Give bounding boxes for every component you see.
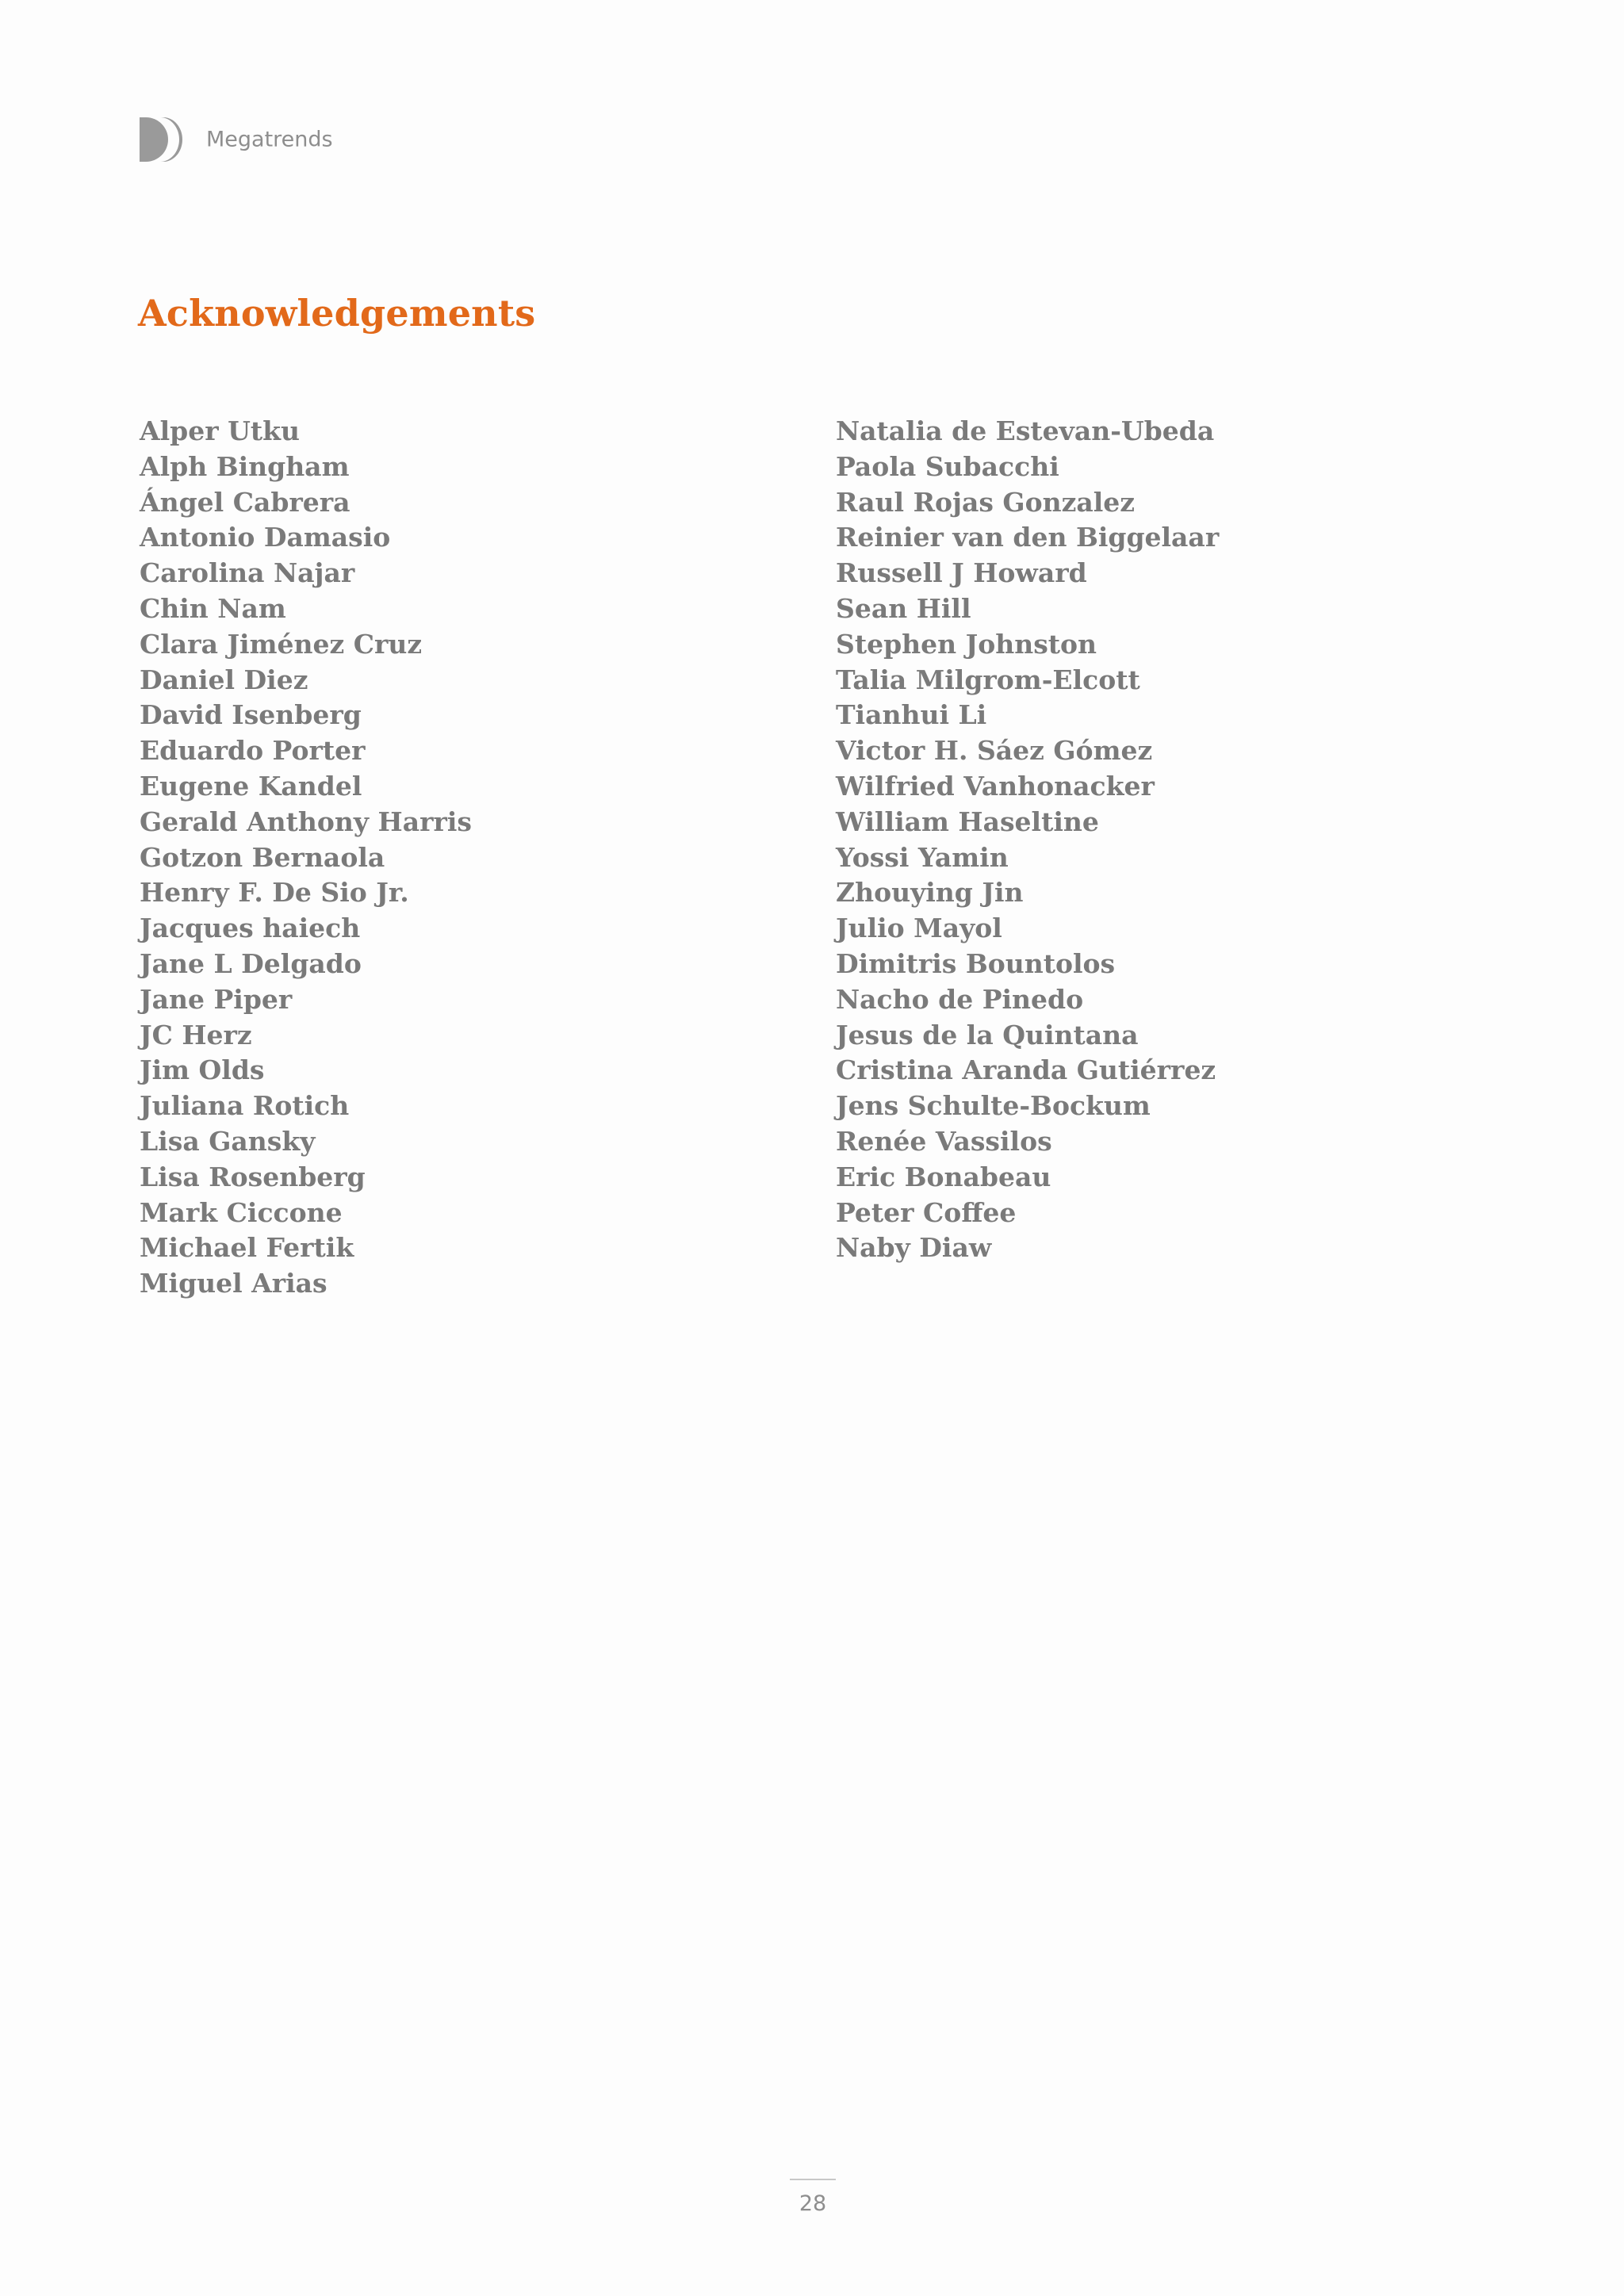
- acknowledged-name: Miguel Arias: [140, 1268, 327, 1299]
- page-number: 28: [799, 2191, 827, 2216]
- acknowledged-name: Stephen Johnston: [836, 628, 1097, 660]
- acknowledged-name: Jim Olds: [140, 1054, 265, 1086]
- double-d-logo-icon: [140, 117, 182, 162]
- acknowledged-name: Clara Jiménez Cruz: [140, 628, 423, 660]
- acknowledged-name: Ángel Cabrera: [140, 486, 350, 518]
- acknowledged-name: Natalia de Estevan-Ubeda: [836, 415, 1215, 446]
- acknowledged-name: Dimitris Bountolos: [836, 947, 1116, 979]
- names-column-left: [140, 414, 472, 1302]
- acknowledged-name: Raul Rojas Gonzalez: [836, 486, 1135, 518]
- acknowledged-name: Paola Subacchi: [836, 450, 1059, 482]
- acknowledged-name: Yossi Yamin: [836, 841, 1009, 873]
- acknowledged-name: Antonio Damasio: [140, 522, 391, 553]
- acknowledged-name: Russell J Howard: [836, 557, 1087, 589]
- acknowledged-name: Eric Bonabeau: [836, 1161, 1051, 1192]
- acknowledged-name: Henry F. De Sio Jr.: [140, 877, 409, 909]
- acknowledged-name: Chin Nam: [140, 592, 286, 624]
- acknowledged-name: Julio Mayol: [836, 913, 1002, 944]
- acknowledged-name: Michael Fertik: [140, 1232, 354, 1264]
- acknowledged-name: JC Herz: [140, 1019, 252, 1050]
- names-column-right: [836, 414, 1219, 1266]
- acknowledged-name: Victor H. Sáez Gómez: [836, 735, 1153, 767]
- acknowledged-name: Carolina Najar: [140, 557, 355, 589]
- acknowledged-name: Cristina Aranda Gutiérrez: [836, 1054, 1216, 1086]
- acknowledged-name: Gerald Anthony Harris: [140, 806, 472, 837]
- acknowledged-name: Talia Milgrom-Elcott: [836, 664, 1140, 695]
- acknowledged-name: Sean Hill: [836, 592, 971, 624]
- acknowledged-name: Mark Ciccone: [140, 1196, 343, 1228]
- acknowledged-name: Alper Utku: [140, 415, 300, 446]
- acknowledged-name: Peter Coffee: [836, 1196, 1017, 1228]
- footer-divider: [790, 2179, 836, 2180]
- acknowledged-name: Reinier van den Biggelaar: [836, 522, 1220, 553]
- acknowledged-name: Daniel Diez: [140, 664, 308, 695]
- acknowledged-name: Tianhui Li: [836, 699, 987, 731]
- header-label: Megatrends: [206, 127, 333, 152]
- acknowledged-name: Wilfried Vanhonacker: [836, 770, 1155, 802]
- acknowledged-name: Eugene Kandel: [140, 770, 362, 802]
- acknowledged-name: Jacques haiech: [140, 913, 361, 944]
- acknowledged-name: Naby Diaw: [836, 1232, 992, 1264]
- acknowledged-name: Jesus de la Quintana: [836, 1019, 1139, 1050]
- page-title: Acknowledgements: [138, 292, 536, 335]
- acknowledged-name: Eduardo Porter: [140, 735, 366, 767]
- acknowledged-name: Alph Bingham: [140, 450, 350, 482]
- acknowledged-name: Jane L Delgado: [140, 947, 362, 979]
- page-header: [140, 117, 333, 162]
- acknowledged-name: Gotzon Bernaola: [140, 841, 385, 873]
- acknowledged-name: William Haseltine: [836, 806, 1099, 837]
- acknowledged-name: David Isenberg: [140, 699, 362, 731]
- acknowledged-name: Juliana Rotich: [140, 1090, 350, 1122]
- acknowledged-name: Lisa Gansky: [140, 1125, 316, 1157]
- acknowledged-name: Renée Vassilos: [836, 1125, 1052, 1157]
- acknowledged-name: Nacho de Pinedo: [836, 983, 1084, 1015]
- acknowledged-name: Zhouying Jin: [836, 877, 1024, 909]
- acknowledged-name: Jens Schulte-Bockum: [836, 1090, 1151, 1122]
- acknowledged-name: Lisa Rosenberg: [140, 1161, 366, 1192]
- acknowledged-name: Jane Piper: [140, 983, 293, 1015]
